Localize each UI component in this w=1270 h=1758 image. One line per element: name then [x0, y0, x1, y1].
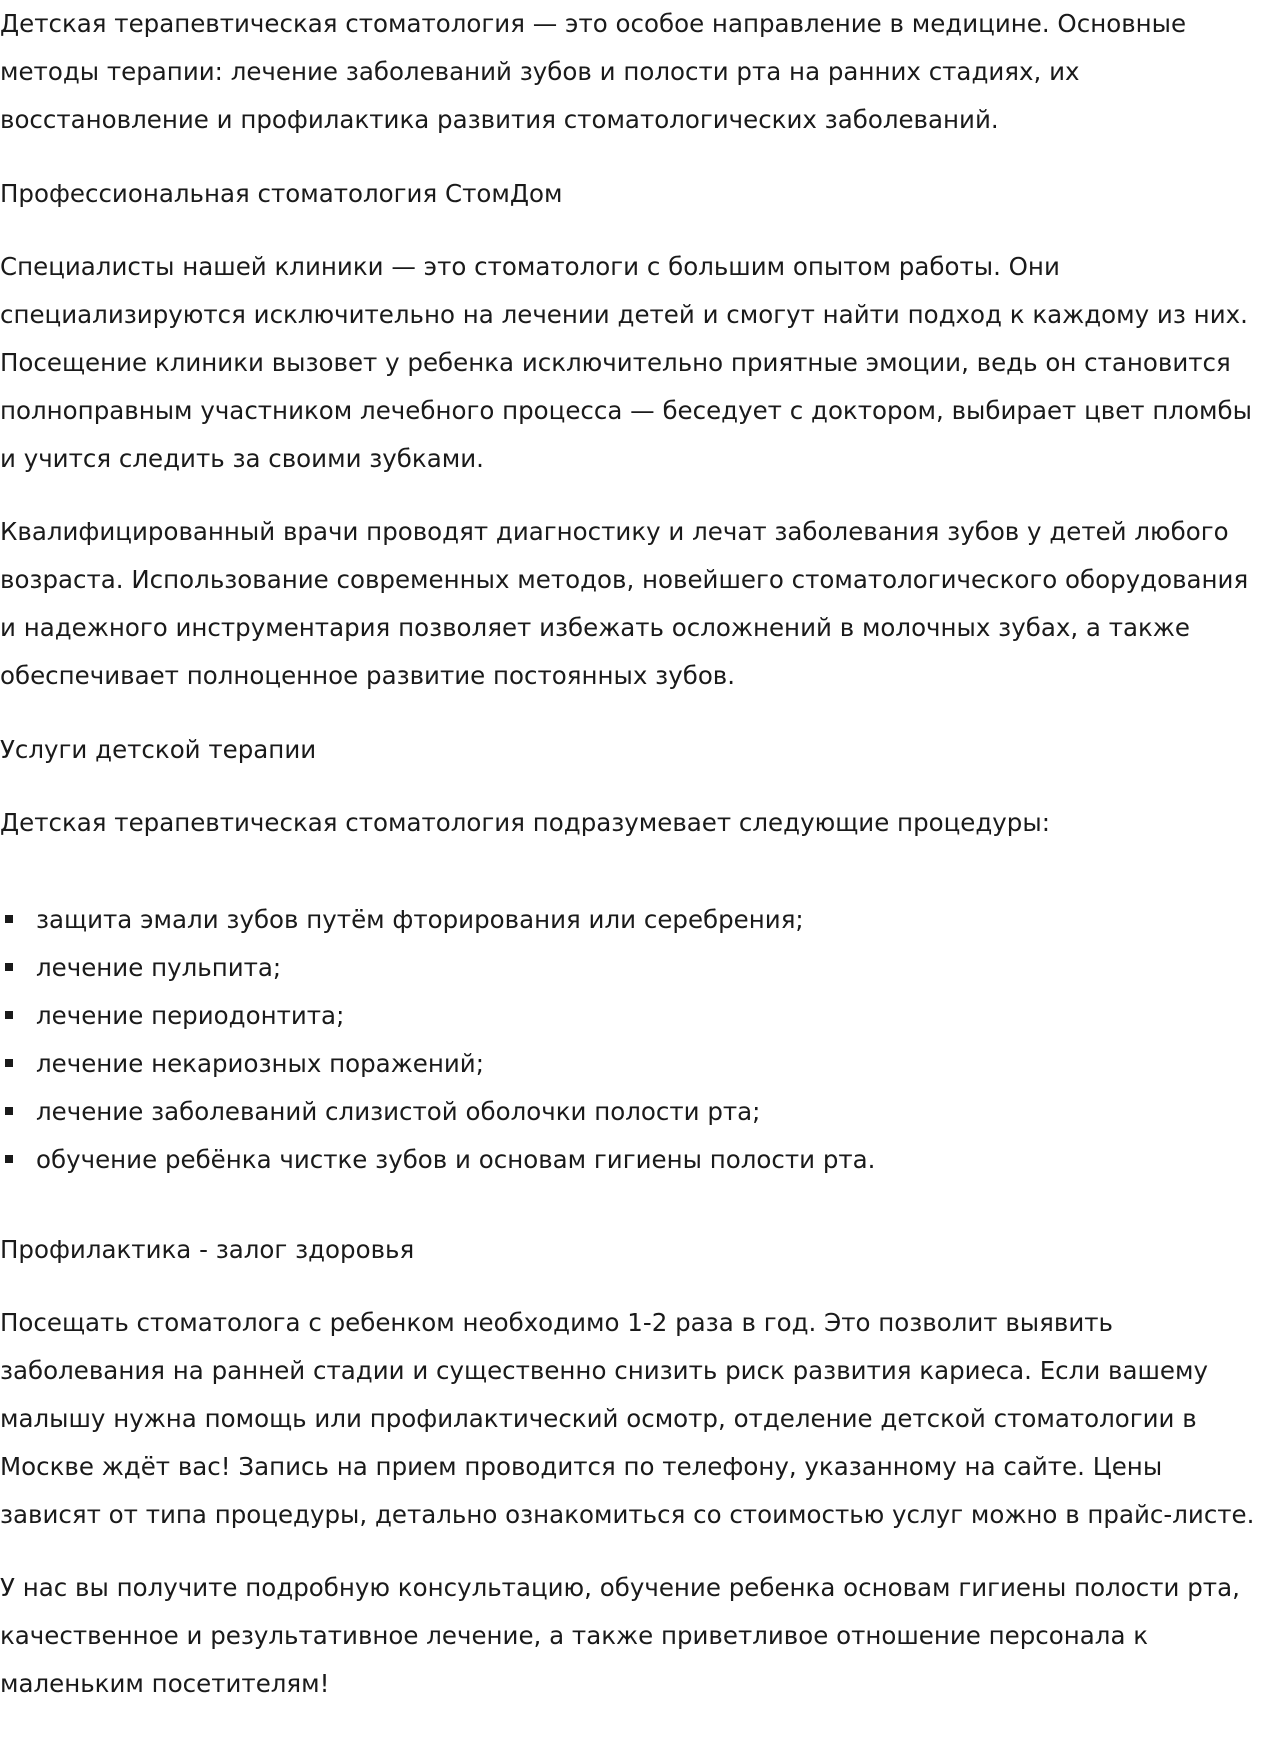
- list-item: [0, 1088, 1260, 1136]
- closing-paragraph: У нас вы получите подробную консультацию, обучение ребенка основам гигиены полости рта, качественное и результативное лечение, а также приветливое отношение персонала к маленьким посетителям!: [0, 1573, 1240, 1698]
- intro-paragraph: Детская терапевтическая стоматология — это особое направление в медицине. Основные методы терапии: лечение заболеваний зубов и полости рта на ранних стадиях, их восстановление и профилактика развития стоматологических заболеваний.: [0, 9, 1187, 134]
- list-item: [0, 896, 1260, 944]
- square-bullet-icon: [5, 915, 13, 923]
- list-item-text: лечение заболеваний слизистой оболочки полости рта;: [36, 1097, 761, 1126]
- services-list: [0, 896, 1260, 1184]
- list-item-text: обучение ребёнка чистке зубов и основам гигиены полости рта.: [36, 1145, 876, 1174]
- list-item: [0, 992, 1260, 1040]
- heading-professional: Профессиональная стоматология СтомДом: [0, 179, 563, 208]
- qualified-paragraph: Квалифицированный врачи проводят диагностику и лечат заболевания зубов у детей любого возраста. Использование современных методов, новейшего стоматологического оборудования и надежного инструментария позволяет избежать осложнений в молочных зубах, а также обеспечивает полноценное развитие постоянных зубов.: [0, 517, 1249, 690]
- heading-prevention: Профилактика - залог здоровья: [0, 1235, 415, 1264]
- visit-paragraph: Посещать стоматолога с ребенком необходимо 1-2 раза в год. Это позволит выявить заболевания на ранней стадии и существенно снизить риск развития кариеса. Если вашему малышу нужна помощь или профилактический осмотр, отделение детской стоматологии в Москве ждёт вас! Запись на прием проводится по телефону, указанному на сайте. Цены зависят от типа процедуры, детально ознакомиться со стоимостью услуг можно в прайс-листе.: [0, 1308, 1255, 1529]
- list-item-text: лечение пульпита;: [36, 953, 282, 982]
- heading-services: Услуги детской терапии: [0, 735, 317, 764]
- square-bullet-icon: [5, 963, 13, 971]
- square-bullet-icon: [5, 1059, 13, 1067]
- square-bullet-icon: [5, 1107, 13, 1115]
- list-item: [0, 1136, 1260, 1184]
- specialists-paragraph: Специалисты нашей клиники — это стоматологи с большим опытом работы. Они специализируются исключительно на лечении детей и смогут найти подход к каждому из них. Посещение клиники вызовет у ребенка исключительно приятные эмоции, ведь он становится полноправным участником лечебного процесса — беседует с доктором, выбирает цвет пломбы и учится следить за своими зубками.: [0, 252, 1252, 473]
- list-item: [0, 1040, 1260, 1088]
- services-intro-paragraph: Детская терапевтическая стоматология подразумевает следующие процедуры:: [0, 808, 1050, 837]
- list-item-text: лечение некариозных поражений;: [36, 1049, 484, 1078]
- list-item-text: лечение периодонтита;: [36, 1001, 345, 1030]
- square-bullet-icon: [5, 1155, 13, 1163]
- list-item: [0, 944, 1260, 992]
- list-item-text: защита эмали зубов путём фторирования или серебрения;: [36, 905, 804, 934]
- square-bullet-icon: [5, 1011, 13, 1019]
